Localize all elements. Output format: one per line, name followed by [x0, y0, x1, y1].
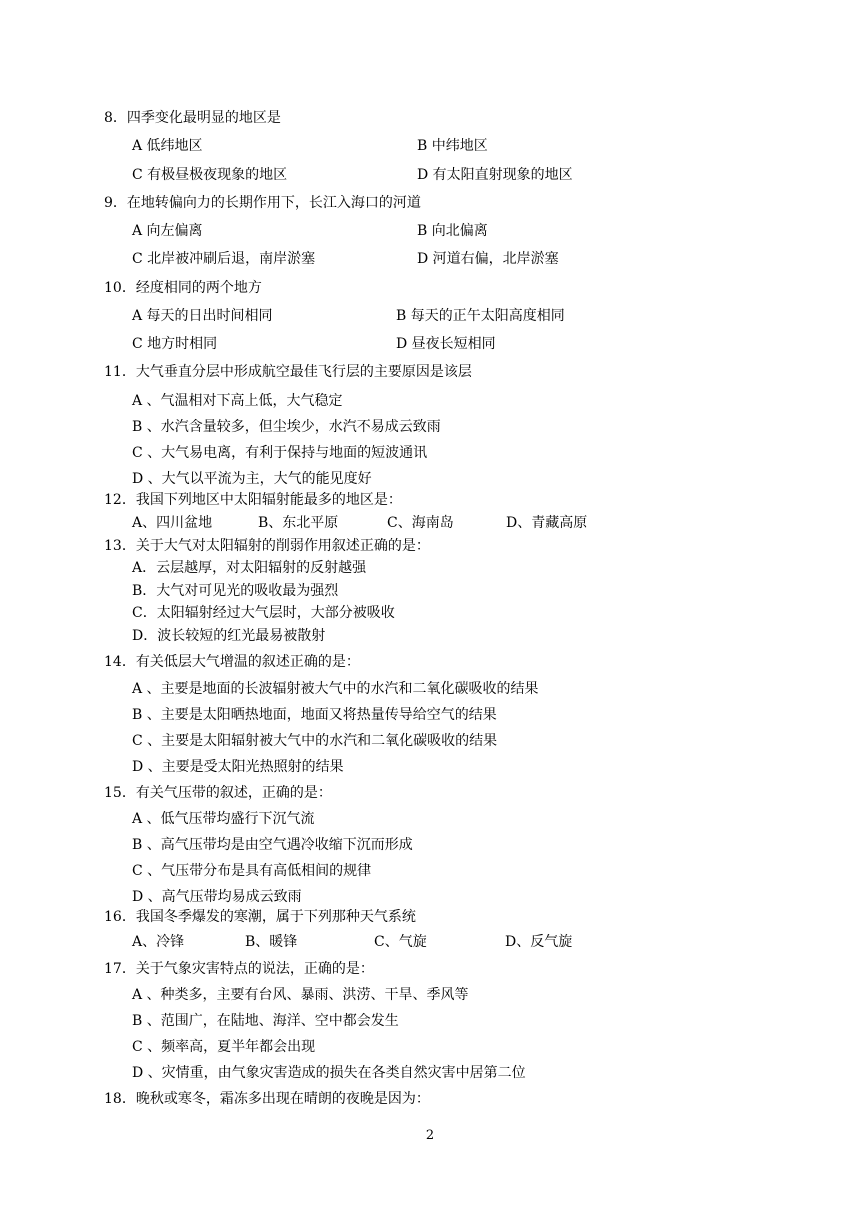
question-17-option-b: B 、范围广，在陆地、海洋、空中都会发生	[132, 1013, 399, 1029]
question-16-option-d: D、反气旋	[505, 934, 573, 950]
question-15-option-a: A 、低气压带均盛行下沉气流	[132, 811, 315, 827]
question-10-stem: 10．经度相同的两个地方	[104, 280, 262, 296]
question-16-option-b: B、暖锋	[245, 934, 298, 950]
question-13-option-c: C．太阳辐射经过大气层时，大部分被吸收	[132, 605, 395, 621]
question-8-stem: 8．四季变化最明显的地区是	[104, 110, 281, 126]
question-14-option-b: B 、主要是太阳晒热地面，地面又将热量传导给空气的结果	[132, 707, 497, 723]
question-14-option-a: A 、主要是地面的长波辐射被大气中的水汽和二氧化碳吸收的结果	[132, 681, 539, 697]
question-12-stem: 12．我国下列地区中太阳辐射能最多的地区是：	[104, 492, 402, 508]
question-17-option-c: C 、频率高，夏半年都会出现	[132, 1039, 316, 1055]
question-13-stem: 13．关于大气对太阳辐射的削弱作用叙述正确的是：	[104, 538, 430, 554]
question-10-option-a: A 每天的日出时间相同	[132, 308, 273, 324]
question-9-stem: 9．在地转偏向力的长期作用下，长江入海口的河道	[104, 195, 421, 211]
question-9-option-a: A 向左偏离	[132, 223, 203, 239]
question-8-option-a: A 低纬地区	[132, 138, 203, 154]
question-14-option-d: D 、主要是受太阳光热照射的结果	[132, 759, 344, 775]
question-17-stem: 17．关于气象灾害特点的说法，正确的是：	[104, 961, 374, 977]
question-17-option-d: D 、灾情重，由气象灾害造成的损失在各类自然灾害中居第二位	[132, 1065, 526, 1081]
question-9-option-b: B 向北偏离	[417, 223, 488, 239]
question-8-option-d: D 有太阳直射现象的地区	[417, 167, 573, 183]
question-11-option-c: C 、大气易电离，有利于保持与地面的短波通讯	[132, 445, 428, 461]
question-12-option-b: B、东北平原	[258, 515, 339, 531]
question-10-option-d: D 昼夜长短相同	[396, 336, 496, 352]
question-16-option-c: C、气旋	[374, 934, 427, 950]
question-14-option-c: C 、主要是太阳辐射被大气中的水汽和二氧化碳吸收的结果	[132, 733, 498, 749]
question-9-option-c: C 北岸被冲刷后退，南岸淤塞	[132, 251, 316, 267]
question-15-option-d: D 、高气压带均易成云致雨	[132, 889, 302, 905]
page-number: 2	[425, 1128, 435, 1143]
question-13-option-a: A．云层越厚，对太阳辐射的反射越强	[132, 560, 367, 576]
question-11-option-d: D 、大气以平流为主，大气的能见度好	[132, 471, 372, 487]
question-15-option-b: B 、高气压带均是由空气遇冷收缩下沉而形成	[132, 837, 413, 853]
question-10-option-b: B 每天的正午太阳高度相同	[396, 308, 565, 324]
question-16-option-a: A、冷锋	[132, 934, 185, 950]
question-12-option-c: C、海南岛	[387, 515, 454, 531]
question-13-option-b: B．大气对可见光的吸收最为强烈	[132, 583, 339, 599]
question-8-option-c: C 有极昼极夜现象的地区	[132, 167, 288, 183]
question-10-option-c: C 地方时相同	[132, 336, 218, 352]
question-12-option-a: A、四川盆地	[132, 515, 213, 531]
question-11-option-a: A 、气温相对下高上低，大气稳定	[132, 393, 343, 409]
question-15-stem: 15．有关气压带的叙述，正确的是：	[104, 785, 332, 801]
question-8-option-b: B 中纬地区	[417, 138, 488, 154]
question-16-stem: 16．我国冬季爆发的寒潮，属于下列那种天气系统	[104, 909, 416, 925]
question-12-option-d: D、青藏高原	[506, 515, 588, 531]
question-11-option-b: B 、水汽含量较多，但尘埃少，水汽不易成云致雨	[132, 419, 441, 435]
question-13-option-d: D．波长较短的红光最易被散射	[132, 628, 326, 644]
question-9-option-d: D 河道右偏，北岸淤塞	[417, 251, 559, 267]
question-15-option-c: C 、气压带分布是具有高低相间的规律	[132, 863, 372, 879]
question-14-stem: 14．有关低层大气增温的叙述正确的是：	[104, 654, 360, 670]
question-17-option-a: A 、种类多，主要有台风、暴雨、洪涝、干旱、季风等	[132, 987, 469, 1003]
question-18-stem: 18．晚秋或寒冬，霜冻多出现在晴朗的夜晚是因为：	[104, 1091, 430, 1107]
question-11-stem: 11．大气垂直分层中形成航空最佳飞行层的主要原因是该层	[104, 364, 472, 380]
